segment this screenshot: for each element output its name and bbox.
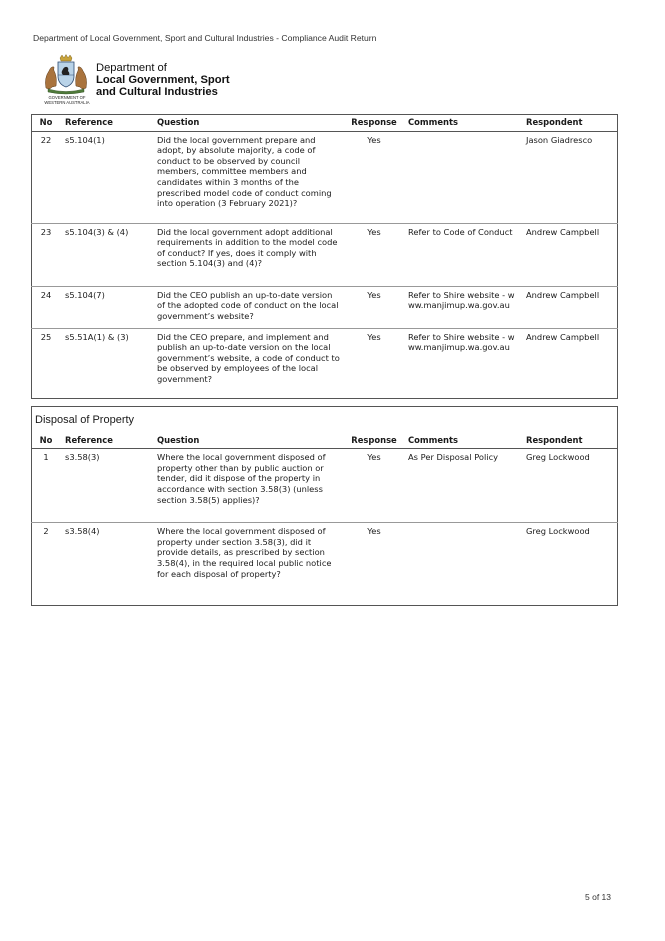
- section-title-disposal-of-property: Disposal of Property: [35, 414, 135, 426]
- cell-respondent: Andrew Campbell: [526, 289, 600, 300]
- cell-reference: s5.104(1): [65, 134, 105, 145]
- cell-question: Did the local government prepare and adopt, by absolute majority, a code of conduct to be observed by council members, committee members and candidates within 3 months of the prescribed model code of conduct coming into operation (3 February 2021)?: [157, 134, 332, 209]
- header-reference: Reference: [65, 434, 113, 445]
- cell-response: Yes: [367, 226, 381, 237]
- table-row: [31, 449, 618, 523]
- cell-no: 1: [43, 452, 49, 463]
- cell-no: 23: [40, 226, 52, 237]
- department-name-line1: Department of: [96, 62, 167, 74]
- header-no: No: [39, 117, 53, 127]
- table1-header-row: [31, 114, 618, 131]
- cell-respondent: Andrew Campbell: [526, 226, 600, 237]
- cell-comments: [404, 131, 522, 223]
- cell-comments: As Per Disposal Policy: [408, 452, 499, 463]
- cell-respondent: Andrew Campbell: [526, 331, 600, 342]
- department-logo: [38, 54, 238, 110]
- cell-response: Yes: [367, 526, 381, 537]
- table-row: [31, 131, 618, 223]
- header-question: Question: [157, 434, 200, 445]
- header-comments: Comments: [408, 117, 458, 127]
- department-name-line2: Local Government, Sport: [96, 74, 230, 86]
- table-row: [31, 523, 618, 597]
- cell-comments: Refer to Shire website - www.manjimup.wa.gov.au: [408, 331, 515, 353]
- table2-header-row: [31, 432, 618, 449]
- cell-no: 25: [40, 331, 52, 342]
- cell-reference: s3.58(3): [65, 452, 100, 463]
- table-row: [31, 328, 618, 391]
- cell-response: Yes: [367, 289, 381, 300]
- page-number: 5 of 13: [585, 892, 611, 902]
- cell-reference: s5.104(7): [65, 289, 105, 300]
- document-header-title: Department of Local Government, Sport and Cultural Industries - Compliance Audit Return: [33, 33, 377, 43]
- cell-reference: s5.104(3) & (4): [65, 226, 129, 237]
- cell-respondent: Greg Lockwood: [526, 452, 590, 463]
- crest-caption-line2: WESTERN AUSTRALIA: [44, 100, 90, 105]
- cell-question: Where the local government disposed of property other than by public auction or tender, did it dispose of the property in accordance with section 3.58(3) (unless section 3.58(5) applies)?: [157, 452, 326, 505]
- header-question: Question: [157, 117, 200, 127]
- audit-table-1: [31, 114, 618, 391]
- cell-reference: s3.58(4): [65, 526, 100, 537]
- cell-comments: [404, 523, 522, 597]
- cell-question: Did the CEO prepare, and implement and publish an up-to-date version on the local government’s website, a code of conduct to be observed by employees of the local government?: [157, 331, 340, 384]
- cell-question: Did the local government adopt additional requirements in addition to the model code of conduct? If yes, does it comply with section 5.104(3) and (4)?: [157, 226, 338, 269]
- cell-no: 2: [43, 526, 49, 537]
- cell-respondent: Greg Lockwood: [526, 526, 590, 537]
- header-comments: Comments: [408, 434, 458, 445]
- header-no: No: [39, 434, 53, 445]
- cell-no: 24: [40, 289, 52, 300]
- cell-response: Yes: [367, 331, 381, 342]
- table-row: [31, 223, 618, 286]
- audit-table-2: [31, 406, 618, 597]
- cell-reference: s5.51A(1) & (3): [65, 331, 129, 342]
- cell-response: Yes: [367, 134, 381, 145]
- cell-no: 22: [40, 134, 52, 145]
- department-name-line3: and Cultural Industries: [96, 86, 218, 98]
- table-row: [31, 286, 618, 328]
- cell-question: Did the CEO publish an up-to-date version of the adopted code of conduct on the local government’s website?: [157, 289, 339, 321]
- cell-comments: Refer to Shire website - www.manjimup.wa.gov.au: [408, 289, 515, 311]
- crest-caption-line1: GOVERNMENT OF: [48, 95, 86, 100]
- cell-respondent: Jason Giadresco: [526, 134, 593, 145]
- department-name: [96, 62, 230, 98]
- cell-question: Where the local government disposed of property under section 3.58(3), did it provide details, as prescribed by section 3.58(4), in the required local public notice for each disposal of property?: [157, 526, 332, 579]
- header-reference: Reference: [65, 117, 113, 127]
- crest-caption: [39, 95, 95, 105]
- header-response: Response: [351, 117, 397, 127]
- header-response: Response: [351, 434, 397, 445]
- header-respondent: Respondent: [526, 434, 583, 445]
- cell-response: Yes: [367, 452, 381, 463]
- header-respondent: Respondent: [526, 117, 583, 127]
- cell-comments: Refer to Code of Conduct: [408, 226, 513, 237]
